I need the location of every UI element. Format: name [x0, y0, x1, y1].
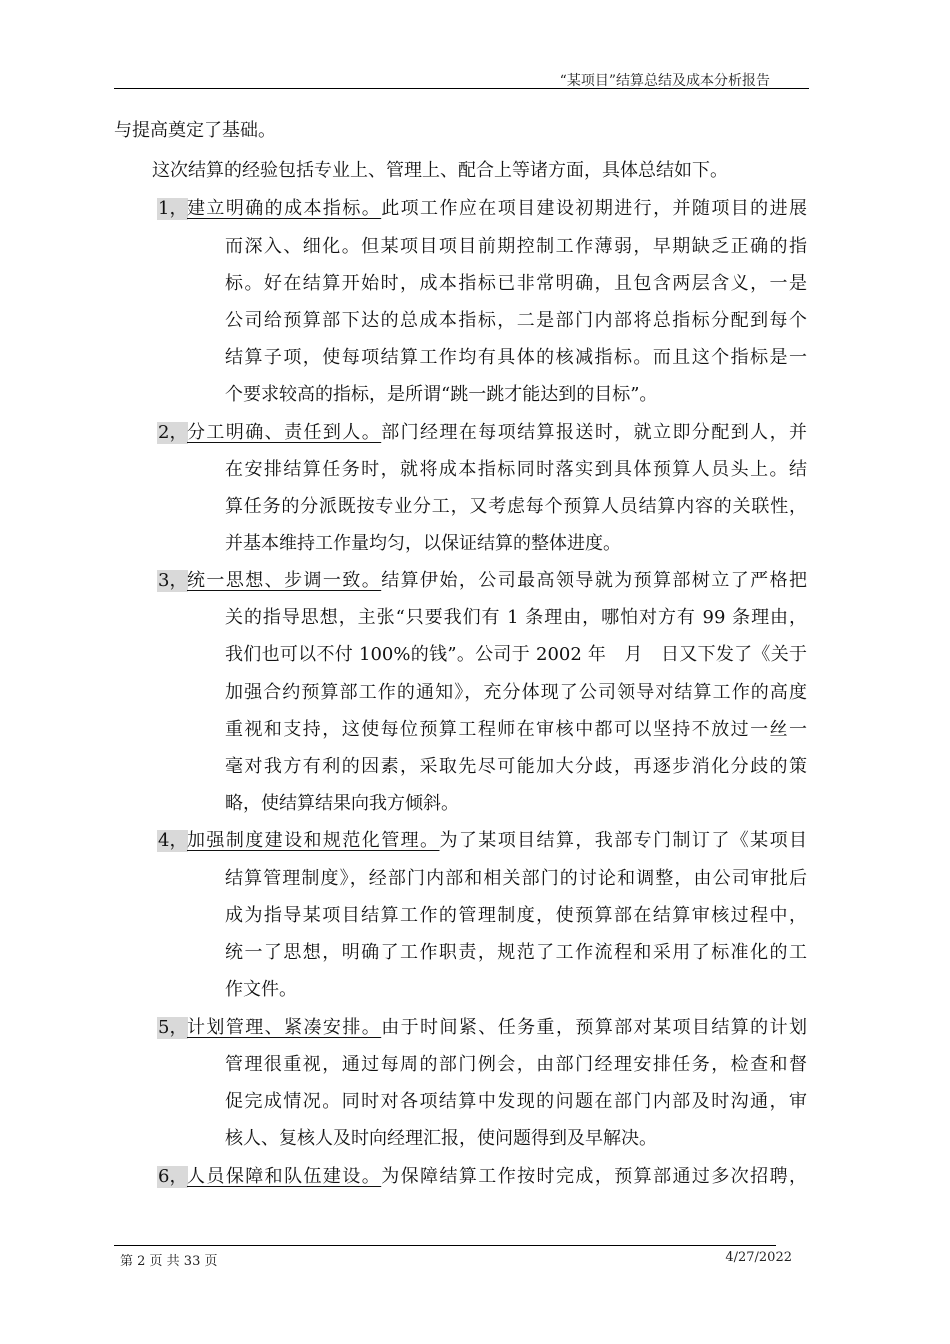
footer-rule [114, 1245, 776, 1246]
lead-line: 与提高奠定了基础。 [114, 120, 276, 141]
item-number: 6， [158, 1166, 188, 1187]
item-line: 毫对我方有利的因素，采取先尽可能加大分歧，再逐步消化分歧的策 [225, 756, 807, 777]
item-line: 略，使结算结果向我方倾斜。 [225, 793, 459, 814]
item-first-text: 由于时间紧、任务重，预算部对某项目结算的计划 [381, 1017, 808, 1038]
item-heading: 统一思想、步调一致。 [187, 570, 382, 591]
item-number: 3， [158, 570, 188, 591]
item-line: 核人、复核人及时向经理汇报，使问题得到及早解决。 [225, 1128, 657, 1149]
item-line: 管理很重视，通过每周的部门例会，由部门经理安排任务，检查和督 [225, 1054, 807, 1075]
item-number: 5， [158, 1017, 188, 1038]
item-heading: 加强制度建设和规范化管理。 [187, 830, 440, 851]
running-header-title: “某项目”结算总结及成本分析报告 [559, 73, 770, 89]
item-line: 加强合约预算部工作的通知》，充分体现了公司领导对结算工作的高度 [225, 682, 807, 703]
footer-page-number: 第 2 页 共 33 页 [120, 1254, 218, 1269]
item-line: 公司给预算部下达的总成本指标，二是部门内部将总指标分配到每个 [225, 310, 807, 331]
item-line: 作文件。 [225, 979, 297, 1000]
item-first-line [187, 422, 807, 444]
header-rule [114, 88, 809, 89]
item-number: 2， [158, 422, 188, 443]
item-first-text: 部门经理在每项结算报送时，就立即分配到人，并 [381, 422, 808, 443]
item-heading: 人员保障和队伍建设。 [187, 1166, 382, 1187]
item-first-line [187, 1166, 807, 1188]
item-first-text: 结算伊始，公司最高领导就为预算部树立了严格把 [381, 570, 808, 591]
item-number: 1， [158, 198, 188, 219]
item-line: 个要求较高的指标，是所谓“跳一跳才能达到的目标”。 [225, 384, 658, 405]
item-number: 4， [158, 830, 188, 851]
item-line: 促完成情况。同时对各项结算中发现的问题在部门内部及时沟通，审 [225, 1091, 807, 1112]
item-line: 成为指导某项目结算工作的管理制度，使预算部在结算审核过程中， [225, 905, 807, 926]
item-line: 关的指导思想，主张“只要我们有 1 条理由，哪怕对方有 99 条理由， [225, 607, 807, 628]
item-heading: 分工明确、责任到人。 [187, 422, 382, 443]
item-line: 而深入、细化。但某项目项目前期控制工作薄弱，早期缺乏正确的指 [225, 236, 807, 257]
item-line: 结算管理制度》，经部门内部和相关部门的讨论和调整，由公司审批后 [225, 868, 807, 889]
item-first-line [187, 198, 807, 220]
footer-date: 4/27/2022 [725, 1250, 792, 1265]
intro-line: 这次结算的经验包括专业上、管理上、配合上等诸方面，具体总结如下。 [152, 160, 728, 181]
item-line: 统一了思想，明确了工作职责，规范了工作流程和采用了标准化的工 [225, 942, 807, 963]
item-heading: 建立明确的成本指标。 [187, 198, 382, 219]
item-line: 算任务的分派既按专业分工，又考虑每个预算人员结算内容的关联性， [225, 496, 807, 517]
item-line: 标。好在结算开始时，成本指标已非常明确，且包含两层含义，一是 [225, 273, 807, 294]
item-first-line [187, 570, 807, 592]
item-first-line [187, 1017, 807, 1039]
item-line: 结算子项，使每项结算工作均有具体的核减指标。而且这个指标是一 [225, 347, 807, 368]
item-first-text: 为保障结算工作按时完成，预算部通过多次招聘， [381, 1166, 808, 1187]
item-line: 并基本维持工作量均匀，以保证结算的整体进度。 [225, 533, 621, 554]
item-line: 在安排结算任务时，就将成本指标同时落实到具体预算人员头上。结 [225, 459, 807, 480]
item-line: 我们也可以不付 100%的钱”。公司于 2002 年 月 日又下发了《关于 [225, 644, 807, 665]
item-first-text: 为了某项目结算，我部专门制订了《某项目 [439, 830, 807, 851]
item-first-text: 此项工作应在项目建设初期进行，并随项目的进展 [381, 198, 808, 219]
item-heading: 计划管理、紧凑安排。 [187, 1017, 382, 1038]
item-line: 重视和支持，这使每位预算工程师在审核中都可以坚持不放过一丝一 [225, 719, 807, 740]
item-first-line [187, 830, 807, 852]
